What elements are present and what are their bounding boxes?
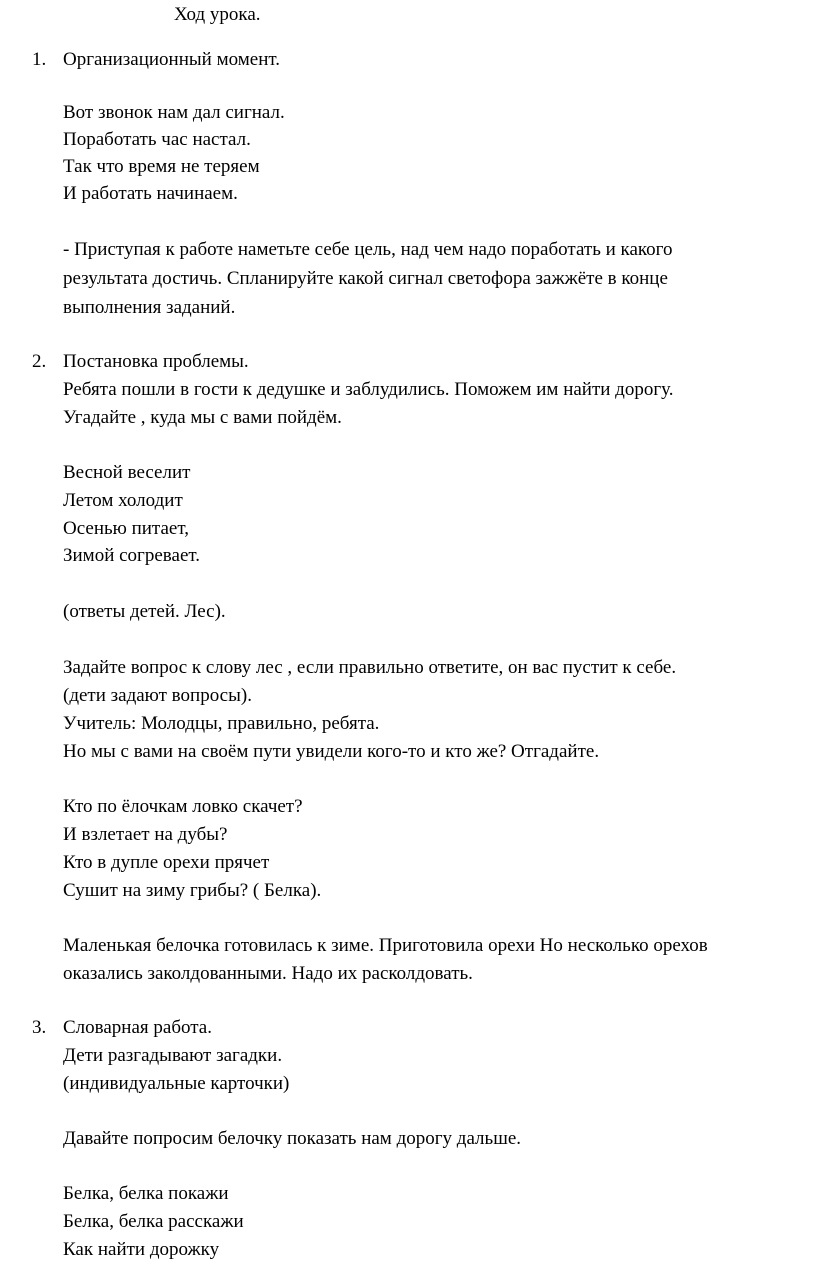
riddle-line: Кто по ёлочкам ловко скачет? bbox=[63, 796, 303, 817]
section-1-heading: Организационный момент. bbox=[63, 49, 280, 70]
section-3-heading: Словарная работа. bbox=[63, 1017, 212, 1038]
section-3-number: 3. bbox=[32, 1017, 47, 1038]
page-title: Ход урока. bbox=[174, 4, 261, 25]
section-3-line: Дети разгадывают загадки. bbox=[63, 1045, 283, 1066]
poem-line: Вот звонок нам дал сигнал. bbox=[63, 102, 285, 123]
instruction-line: результата достичь. Спланируйте какой сигнал светофора зажжёте в конце bbox=[63, 268, 668, 289]
story-line: Маленькая белочка готовилась к зиме. Приготовила орехи Но несколько орехов bbox=[63, 935, 708, 956]
dialog-line: Задайте вопрос к слову лес , если правильно ответите, он вас пустит к себе. bbox=[63, 657, 677, 678]
instruction-line: выполнения заданий. bbox=[63, 297, 236, 318]
riddle-line: Летом холодит bbox=[63, 490, 183, 511]
poem-line: Белка, белка покажи bbox=[63, 1183, 229, 1204]
answer-line: (ответы детей. Лес). bbox=[63, 601, 226, 622]
riddle-line: Осенью питает, bbox=[63, 518, 189, 539]
instruction-line: - Приступая к работе наметьте себе цель, над чем надо поработать и какого bbox=[63, 239, 673, 260]
intro-line: Угадайте , куда мы с вами пойдём. bbox=[63, 407, 342, 428]
riddle-line: И взлетает на дубы? bbox=[63, 824, 228, 845]
dialog-line: Учитель: Молодцы, правильно, ребята. bbox=[63, 713, 380, 734]
poem-line: Поработать час настал. bbox=[63, 129, 251, 150]
section-2-heading: Постановка проблемы. bbox=[63, 351, 249, 372]
riddle-line: Сушит на зиму грибы? ( Белка). bbox=[63, 880, 322, 901]
section-3-line: (индивидуальные карточки) bbox=[63, 1073, 290, 1094]
dialog-line: (дети задают вопросы). bbox=[63, 685, 252, 706]
riddle-line: Весной веселит bbox=[63, 462, 191, 483]
poem-line: Белка, белка расскажи bbox=[63, 1211, 244, 1232]
dialog-line: Но мы с вами на своём пути увидели кого-то и кто же? Отгадайте. bbox=[63, 741, 600, 762]
section-1-number: 1. bbox=[32, 49, 47, 70]
poem-line: И работать начинаем. bbox=[63, 183, 238, 204]
request-line: Давайте попросим белочку показать нам дорогу дальше. bbox=[63, 1128, 522, 1149]
poem-line: Как найти дорожку bbox=[63, 1239, 220, 1260]
riddle-line: Кто в дупле орехи прячет bbox=[63, 852, 270, 873]
intro-line: Ребята пошли в гости к дедушке и заблудились. Поможем им найти дорогу. bbox=[63, 379, 674, 400]
story-line: оказались заколдованными. Надо их расколдовать. bbox=[63, 963, 473, 984]
poem-line: Так что время не теряем bbox=[63, 156, 260, 177]
riddle-line: Зимой согревает. bbox=[63, 545, 200, 566]
section-2-number: 2. bbox=[32, 351, 47, 372]
